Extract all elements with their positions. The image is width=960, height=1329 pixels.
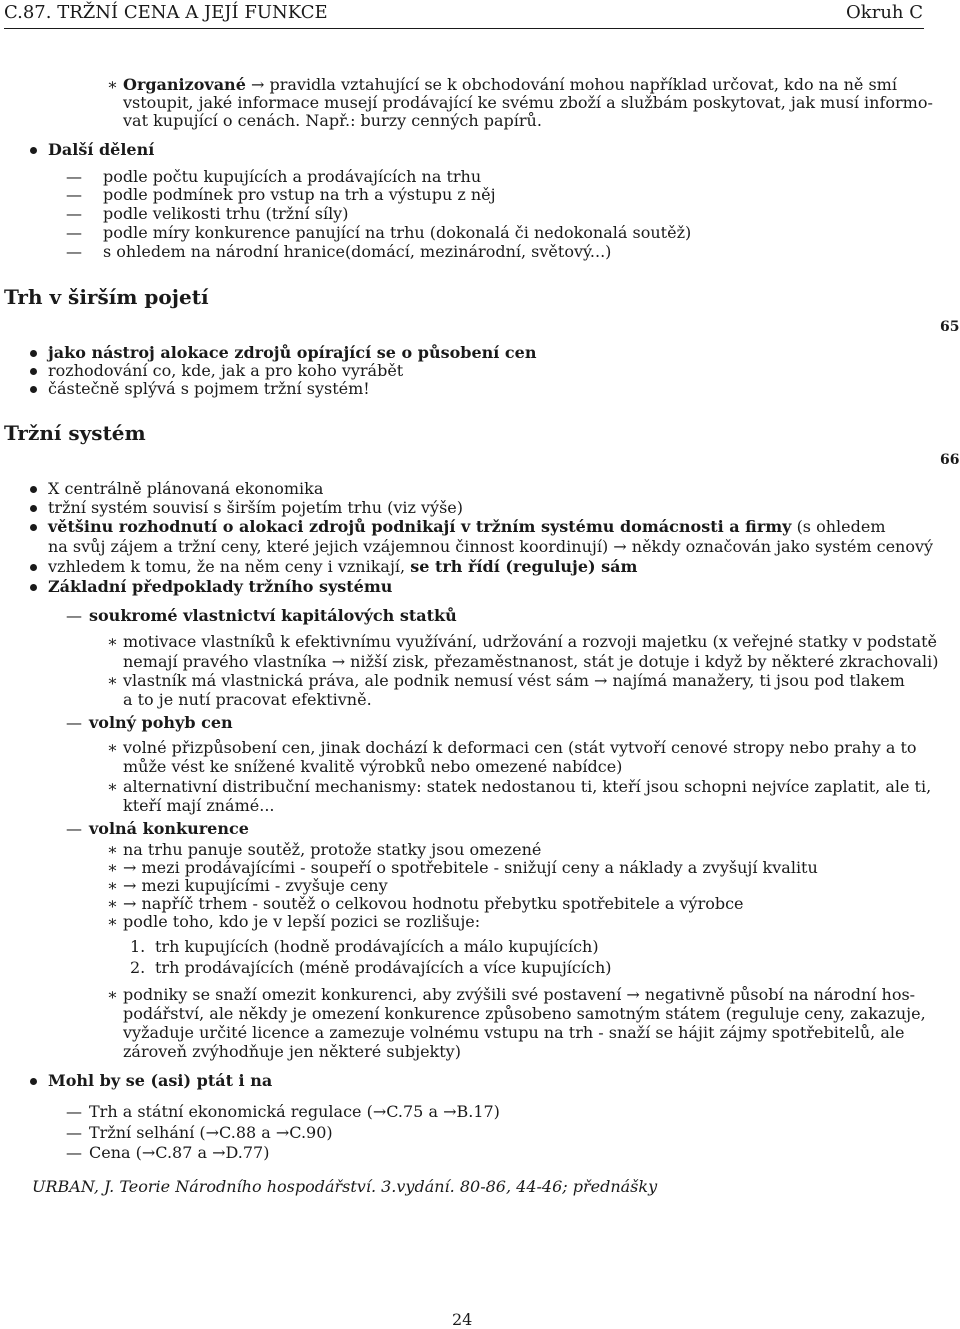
bullet xyxy=(30,564,37,571)
free-prices-text: alternativní distribuční mechanismy: statek nedostanou ti, kteří jsou schopni nejvíce zaplatit, ale ti, xyxy=(123,777,932,796)
star-marker: ∗ xyxy=(107,858,118,877)
competition-text: → napříč trhem - soutěž o celkovou hodnotu přebytku spotřebitele a výrobce xyxy=(123,894,744,913)
free-prices-text: kteří mají známé... xyxy=(123,796,275,815)
trh-item: částečně splývá s pojmem tržní systém! xyxy=(48,379,370,398)
system-item: tržní systém souvisí s širším pojetím trhu (viz výše) xyxy=(48,498,464,517)
dalsi-item: podle velikosti trhu (tržní síly) xyxy=(103,204,349,223)
free-prices-text: může vést ke snížené kvalitě výrobků nebo omezené nabídce) xyxy=(123,757,623,776)
dash-marker: — xyxy=(66,185,82,204)
margin-number: 65 xyxy=(940,319,960,335)
related-link[interactable]: Cena (→C.87 a →D.77) xyxy=(89,1143,270,1162)
section-heading-trh: Trh v širším pojetí xyxy=(4,285,209,309)
related-link[interactable]: Trh a státní ekonomická regulace (→C.75 a →B.17) xyxy=(89,1102,500,1121)
page-header-section: Okruh C xyxy=(846,2,923,23)
private-text: nemají pravého vlastníka → nižší zisk, přezaměstnanost, stát je dotuje i když by některé zkrachovali) xyxy=(123,652,939,671)
competition-text: zároveň zvýhodňuje jen některé subjekty) xyxy=(123,1042,461,1061)
star-marker: ∗ xyxy=(107,632,118,651)
system-item-assumptions: Základní předpoklady tržního systému xyxy=(48,577,393,596)
star-marker: ∗ xyxy=(107,876,118,895)
competition-text: podářství, ale někdy je omezení konkurence způsobeno samotným státem (reguluje ceny, zakazuje, xyxy=(123,1004,926,1023)
dalsi-item: podle podmínek pro vstup na trh a výstupu z něj xyxy=(103,185,496,204)
private-text: vlastník má vlastnická práva, ale podnik nemusí vést sám → najímá manažery, ti jsou pod tlakem xyxy=(123,671,905,690)
competition-subitem: trh prodávajících (méně prodávajících a více kupujících) xyxy=(155,958,612,977)
bullet xyxy=(30,505,37,512)
bullet xyxy=(30,584,37,591)
private-text: a to je nutí pracovat efektivně. xyxy=(123,690,372,709)
bullet xyxy=(30,147,37,154)
bullet xyxy=(30,524,37,531)
competition-text: → mezi prodávajícími - soupeří o spotřebitele - snižují ceny a náklady a zvyšují kvalitu xyxy=(123,858,818,877)
competition-text: podle toho, kdo je v lepší pozici se rozlišuje: xyxy=(123,912,481,931)
competition-heading: volná konkurence xyxy=(89,819,249,838)
page-header-title: C.87. TRŽNÍ CENA A JEJÍ FUNKCE xyxy=(4,2,328,23)
bullet xyxy=(30,386,37,393)
dash-marker: — xyxy=(66,223,82,242)
trh-item: jako nástroj alokace zdrojů opírající se o působení cen xyxy=(48,343,537,362)
star-marker: ∗ xyxy=(107,985,118,1004)
system-item-majority-cont: na svůj zájem a tržní ceny, které jejich vzájemnou činnost koordinují) → někdy označován jako systém cenový xyxy=(48,537,934,556)
system-item-regulation: vzhledem k tomu, že na něm ceny i vznikají, se trh řídí (reguluje) sám xyxy=(48,557,638,576)
bullet xyxy=(30,350,37,357)
private-text: motivace vlastníků k efektivnímu využívání, udržování a rozvoji majetku (x veřejné statky v podstatě xyxy=(123,632,938,651)
competition-subitem: trh kupujících (hodně prodávajících a málo kupujících) xyxy=(155,937,599,956)
trh-item: rozhodování co, kde, jak a pro koho vyrábět xyxy=(48,361,404,380)
system-item-majority: většinu rozhodnutí o alokaci zdrojů podnikají v tržním systému domácnosti a firmy (s ohledem xyxy=(48,517,886,536)
star-marker: ∗ xyxy=(107,912,118,931)
free-prices-heading: volný pohyb cen xyxy=(89,713,233,732)
bullet xyxy=(30,1078,37,1085)
dash-marker: — xyxy=(66,713,82,732)
citation: URBAN, J. Teorie Národního hospodářství. 3.vydání. 80-86, 44-46; přednášky xyxy=(32,1177,658,1196)
dash-marker: — xyxy=(66,242,82,261)
competition-text: vyžaduje určité licence a zamezuje volnému vstupu na trh - snaží se hájit zájmy spotřebitelů, ale xyxy=(123,1023,905,1042)
dalsi-item: podle počtu kupujících a prodávajících na trhu xyxy=(103,167,482,186)
organized-line-3: vat kupující o cenách. Např.: burzy cenných papírů. xyxy=(123,111,542,130)
dash-marker: — xyxy=(66,167,82,186)
star-marker: ∗ xyxy=(107,671,118,690)
list-number: 1. xyxy=(130,937,146,956)
star-marker: ∗ xyxy=(107,894,118,913)
dalsi-deleni-heading: Další dělení xyxy=(48,140,155,159)
private-heading: soukromé vlastnictví kapitálových statků xyxy=(89,606,457,625)
list-number: 2. xyxy=(130,958,146,977)
competition-text: na trhu panuje soutěž, protože statky jsou omezené xyxy=(123,840,542,859)
star-marker: ∗ xyxy=(107,738,118,757)
dash-marker: — xyxy=(66,204,82,223)
competition-text: → mezi kupujícími - zvyšuje ceny xyxy=(123,876,388,895)
related-heading: Mohl by se (asi) ptát i na xyxy=(48,1071,273,1090)
margin-number: 66 xyxy=(940,452,960,468)
dalsi-item: s ohledem na národní hranice(domácí, mezinárodní, světový...) xyxy=(103,242,612,261)
dalsi-item: podle míry konkurence panující na trhu (dokonalá či nedokonalá soutěž) xyxy=(103,223,692,242)
star-marker: ∗ xyxy=(107,75,118,94)
dash-marker: — xyxy=(66,1123,82,1142)
dash-marker: — xyxy=(66,819,82,838)
organized-line-1: Organizované → pravidla vztahující se k obchodování mohou například určovat, kdo na ně smí xyxy=(123,75,897,94)
dash-marker: — xyxy=(66,1143,82,1162)
dash-marker: — xyxy=(66,1102,82,1121)
star-marker: ∗ xyxy=(107,777,118,796)
bullet xyxy=(30,368,37,375)
page-number: 24 xyxy=(452,1310,473,1329)
header-rule xyxy=(4,28,924,29)
star-marker: ∗ xyxy=(107,840,118,859)
section-heading-system: Tržní systém xyxy=(4,421,146,445)
bullet xyxy=(30,486,37,493)
dash-marker: — xyxy=(66,606,82,625)
related-link[interactable]: Tržní selhání (→C.88 a →C.90) xyxy=(89,1123,333,1142)
system-item: X centrálně plánovaná ekonomika xyxy=(48,479,324,498)
organized-line-2: vstoupit, jaké informace musejí prodávající ke svému zboží a službám poskytovat, jak musí informo- xyxy=(123,93,933,112)
free-prices-text: volné přizpůsobení cen, jinak dochází k deformaci cen (stát vytvoří cenové stropy nebo prahy a to xyxy=(123,738,917,757)
competition-text: podniky se snaží omezit konkurenci, aby zvýšili své postavení → negativně působí na národní hos- xyxy=(123,985,916,1004)
